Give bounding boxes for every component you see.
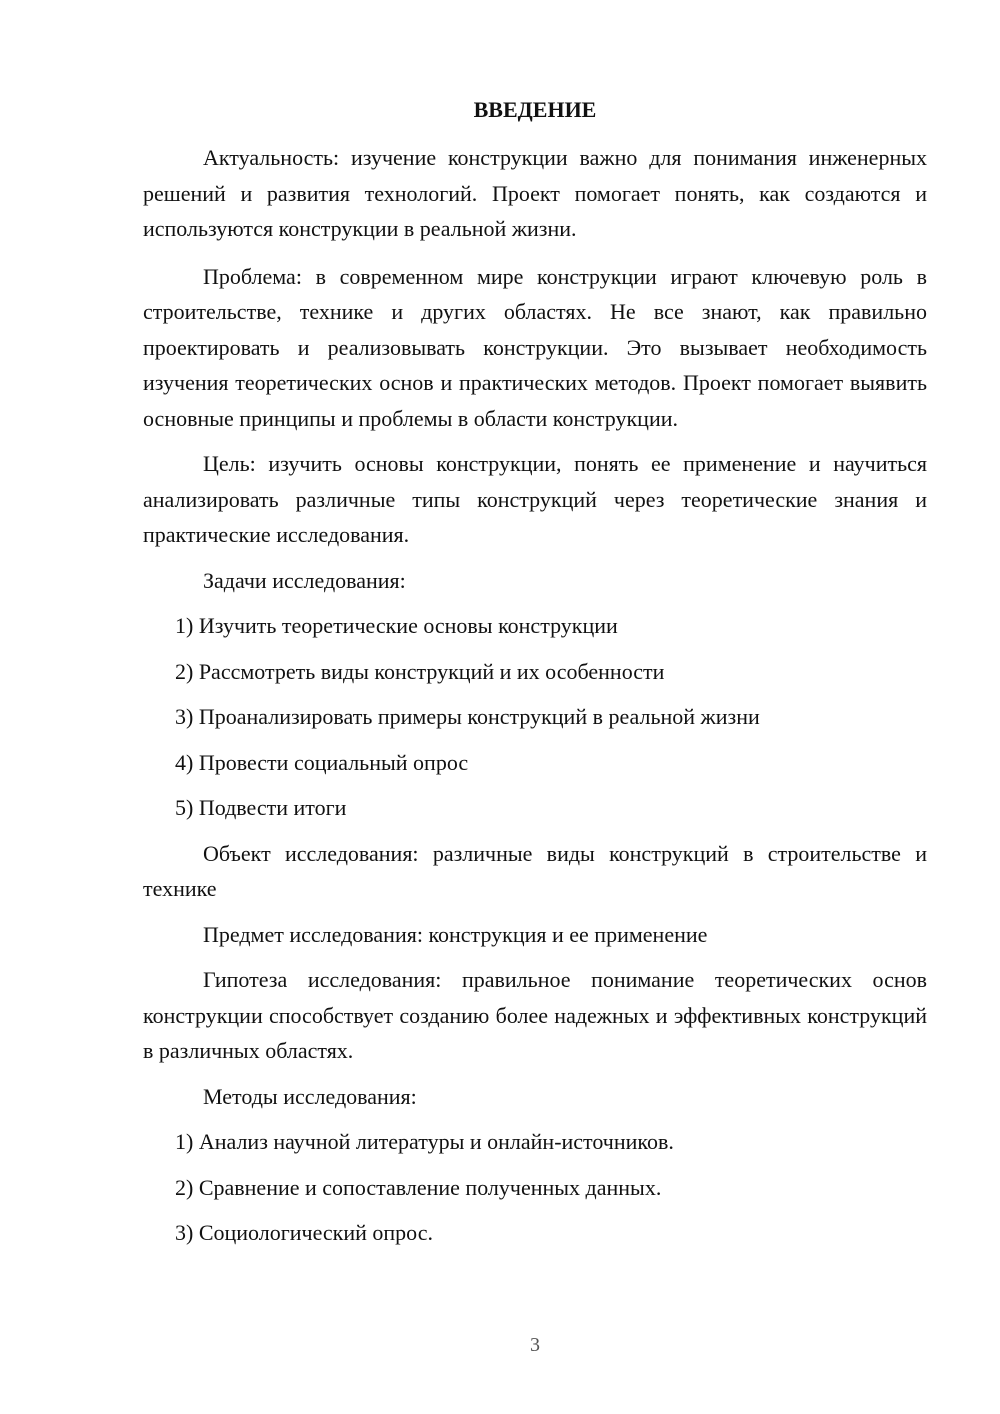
tasks-heading: Задачи исследования:: [203, 567, 406, 593]
task-item-2: 2) Рассмотреть виды конструкций и их особенности: [175, 658, 665, 684]
task-item-3: 3) Проанализировать примеры конструкций в реальной жизни: [175, 704, 760, 729]
task-item-5: 5) Подвести итоги: [175, 795, 347, 820]
subject-paragraph: Предмет исследования: конструкция и ее применение: [203, 921, 708, 947]
method-item-3: 3) Социологический опрос.: [175, 1220, 433, 1245]
method-item-2: 2) Сравнение и сопоставление полученных данных.: [175, 1174, 662, 1200]
relevance-paragraph: Актуальность: изучение конструкции важно для понимания инженерных решений и развития технологий. Проект помогает понять, как создаются и используются конструкции в реальной жизни.: [143, 145, 927, 241]
problem-paragraph: Проблема: в современном мире конструкции играют ключевую роль в строительстве, технике и других областях. Не все знают, как правильно проектировать и реализовывать конструкции. Это вызывает необходимость изучения теоретических основ и практических методов. Проект помогает выявить основные принципы и проблемы в области конструкции.: [143, 263, 927, 431]
task-item-1: 1) Изучить теоретические основы конструкции: [175, 613, 618, 638]
section-title: ВВЕДЕНИЕ: [473, 97, 597, 122]
page-number: 3: [530, 1334, 540, 1356]
object-paragraph: Объект исследования: различные виды конструкций в строительстве и технике: [143, 840, 927, 901]
hypothesis-paragraph: Гипотеза исследования: правильное понимание теоретических основ конструкции способствует созданию более надежных и эффективных конструкций в различных областях.: [143, 967, 927, 1063]
task-item-4: 4) Провести социальный опрос: [175, 749, 469, 775]
methods-heading: Методы исследования:: [203, 1083, 417, 1109]
goal-paragraph: Цель: изучить основы конструкции, понять ее применение и научиться анализировать различные типы конструкций через теоретические знания и практические исследования.: [143, 451, 927, 547]
page-content: [143, 94, 927, 1251]
method-item-1: 1) Анализ научной литературы и онлайн-источников.: [175, 1129, 674, 1154]
